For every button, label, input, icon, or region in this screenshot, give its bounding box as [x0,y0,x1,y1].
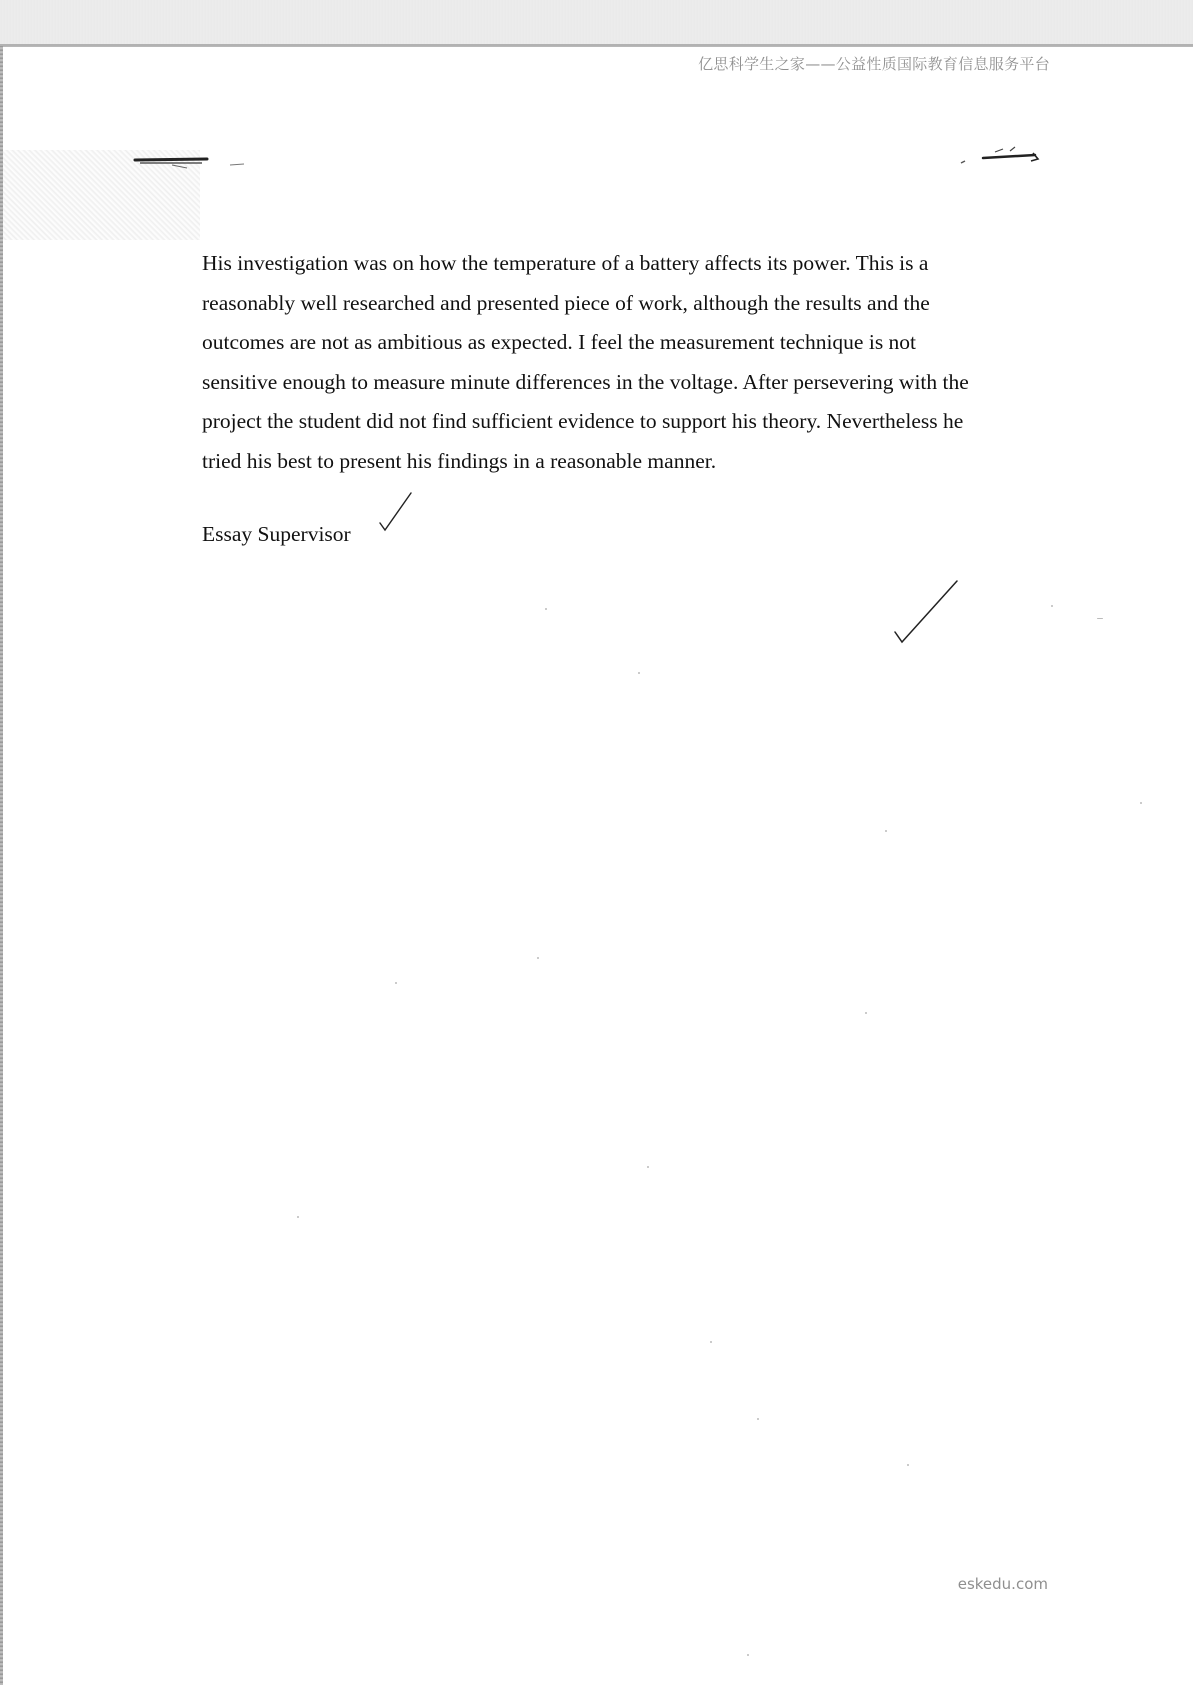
comment-line: His investigation was on how the temperature of a battery affects its power. This is a [202,251,929,275]
scan-speck [537,957,539,959]
watermark-header: 亿思科学生之家——公益性质国际教育信息服务平台 [698,55,1050,73]
essay-supervisor-label: Essay Supervisor [202,522,351,546]
comment-line: tried his best to present his findings in a reasonable manner. [202,448,717,473]
hole-punch-mark-right-icon [955,143,1045,171]
checkmark-small-icon [376,490,416,540]
scan-speck [710,1341,712,1343]
comment-line: outcomes are not as ambitious as expected. I feel the measurement technique is not [202,330,917,354]
scan-speck [647,1166,649,1168]
scan-edge-left [0,46,3,1685]
comment-line: project the student did not find sufficient evidence to support his theory. Nevertheless he [202,409,964,433]
watermark-footer: eskedu.com [957,1575,1048,1593]
scan-speck [638,672,640,674]
comment-line: sensitive enough to measure minute differences in the voltage. After persevering with the [202,369,969,394]
hole-punch-mark-left-icon [132,152,252,174]
scan-speck [1140,802,1142,804]
supervisor-comment [202,244,1052,481]
scan-edge-top [0,44,1193,47]
scan-shadow-top [0,0,1193,46]
scan-speck [395,982,397,984]
scan-speck [907,1464,909,1466]
checkmark-large-icon [891,578,961,648]
comment-line: reasonably well researched and presented piece of work, although the results and the [202,290,930,315]
scan-speck [757,1418,759,1420]
scan-speck [1051,605,1053,607]
scan-speck [885,830,887,832]
scan-speck [545,608,547,610]
scan-speck [865,1012,867,1014]
scan-speck [297,1216,299,1218]
scan-speck [747,1654,749,1656]
scan-speck [1097,618,1103,619]
